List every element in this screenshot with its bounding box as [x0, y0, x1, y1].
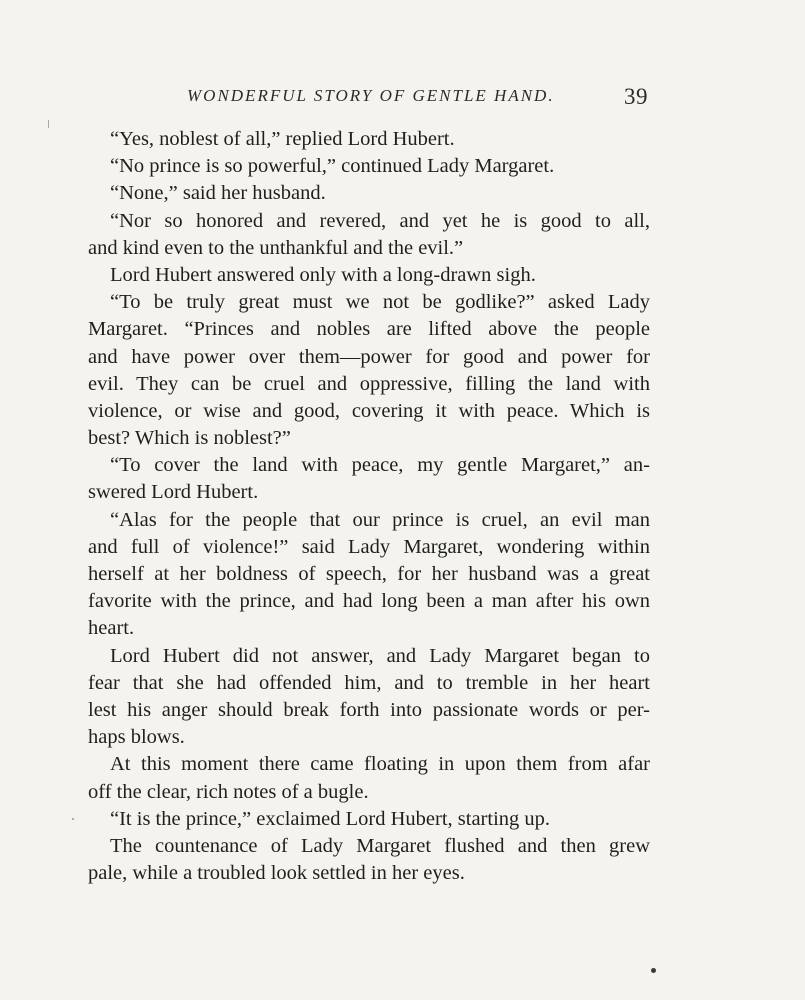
- running-title: WONDERFUL STORY OF GENTLE HAND.: [187, 86, 555, 105]
- page-number: 39: [624, 84, 648, 109]
- text-line: evil. They can be cruel and oppressive, filling the land with: [88, 372, 650, 395]
- text-line: heart.: [88, 617, 135, 640]
- text-line: herself at her boldness of speech, for her husband was a great: [88, 563, 650, 585]
- text-line: violence, or wise and good, covering it with peace. Which is: [88, 399, 650, 422]
- text-line: off the clear, rich notes of a bugle.: [88, 780, 369, 803]
- text-line: “To cover the land with peace, my gentle Margaret,” an-: [110, 454, 650, 477]
- text-line: “Alas for the people that our prince is cruel, an evil man: [110, 508, 650, 531]
- text-line: The countenance of Lady Margaret flushed and then grew: [110, 834, 650, 857]
- ink-speck: [72, 818, 74, 820]
- text-line: haps blows.: [88, 726, 185, 749]
- ink-speck: [651, 968, 656, 973]
- text-line: “None,” said her husband.: [110, 182, 326, 205]
- text-line: favorite with the prince, and had long been a man after his own: [88, 590, 650, 613]
- body-text: [88, 126, 650, 887]
- text-line: “No prince is so powerful,” continued Lady Margaret.: [110, 155, 555, 178]
- text-line: At this moment there came floating in upon them from afar: [110, 753, 650, 776]
- text-line: Lord Hubert did not answer, and Lady Margaret began to: [110, 644, 650, 667]
- ink-speck: [48, 120, 49, 128]
- text-line: best? Which is noblest?”: [88, 427, 291, 450]
- text-line: and full of violence!” said Lady Margaret, wondering within: [88, 535, 650, 558]
- text-line: “It is the prince,” exclaimed Lord Hubert, starting up.: [110, 807, 551, 830]
- text-line: fear that she had offended him, and to tremble in her heart: [88, 671, 650, 694]
- text-line: “Nor so honored and revered, and yet he is good to all,: [110, 209, 650, 232]
- text-line: pale, while a troubled look settled in her eyes.: [88, 862, 465, 885]
- text-line: Margaret. “Princes and nobles are lifted above the people: [88, 318, 650, 341]
- running-head: [0, 86, 805, 114]
- text-line: Lord Hubert answered only with a long-drawn sigh.: [110, 263, 536, 286]
- text-line: lest his anger should break forth into passionate words or per-: [88, 698, 650, 721]
- text-line: swered Lord Hubert.: [88, 481, 259, 504]
- text-line: and kind even to the unthankful and the evil.”: [88, 236, 464, 259]
- text-line: and have power over them—power for good and power for: [88, 345, 650, 368]
- text-line: “To be truly great must we not be godlike?” asked Lady: [110, 291, 650, 314]
- text-line: “Yes, noblest of all,” replied Lord Hubert.: [110, 128, 455, 150]
